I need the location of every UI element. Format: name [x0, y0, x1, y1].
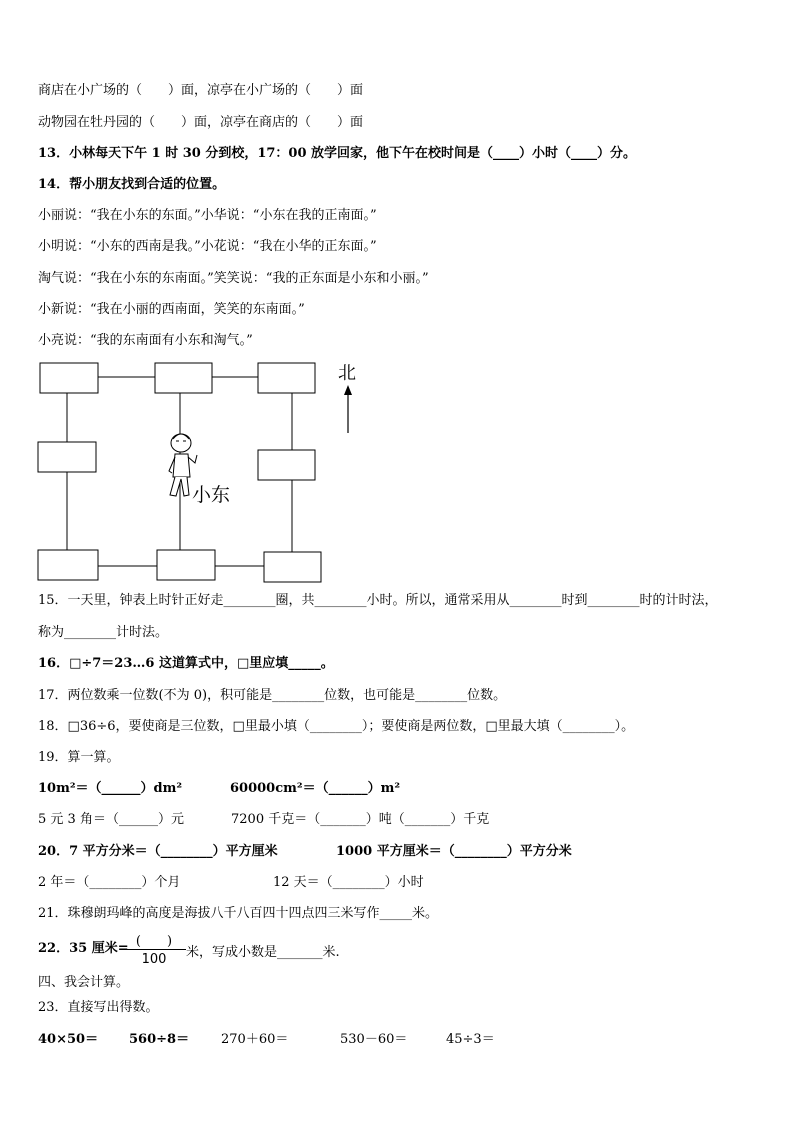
question-22-lead: 22．35 厘米= [38, 941, 129, 956]
position-box [258, 450, 315, 480]
expression: 530－60＝ [340, 1032, 408, 1047]
question-line: 动物园在牡丹园的（ ）面，凉亭在商店的（ ）面 [38, 115, 364, 130]
expression: 45÷3＝ [446, 1032, 495, 1047]
calc-item: 5 元 3 角＝（______）元 [38, 812, 184, 827]
question-16: 16．□÷7＝23…6 这道算式中，□里应填_____。 [38, 656, 334, 671]
section-heading: 四、我会计算。 [38, 975, 130, 990]
statement-line: 小明说：“小东的西南是我。”小花说：“我在小华的正东面。” [38, 239, 377, 254]
question-15: 15．一天里，钟表上时针正好走________圈，共________小时。所以，通常采用从________时到________时的计时法， [38, 593, 718, 608]
calc-item: 60000cm²＝（______）m² [230, 781, 401, 796]
position-box [258, 363, 315, 393]
calc-item: 2 年＝（________）个月 [38, 875, 181, 890]
calc-item: 10m²＝（______）dm² [38, 781, 183, 796]
question-21: 21．珠穆朗玛峰的高度是海拔八千八百四十四点四三米写作_____米。 [38, 906, 439, 921]
position-box [155, 363, 212, 393]
position-diagram [30, 355, 380, 590]
position-box [264, 552, 321, 582]
question-14: 14．帮小朋友找到合适的位置。 [38, 177, 226, 192]
question-20-part-b: 1000 平方厘米＝（________）平方分米 [336, 844, 572, 859]
fraction-bar [122, 949, 186, 950]
statement-line: 小亮说：“我的东南面有小东和淘气。” [38, 333, 253, 348]
question-15-cont: 称为________计时法。 [38, 625, 169, 640]
question-13: 13．小林每天下午 1 时 30 分到校，17：00 放学回家，他下午在校时间是（____）小时（____）分。 [38, 146, 637, 161]
fraction-denominator: 100 [141, 952, 167, 967]
statement-line: 小新说：“我在小丽的西南面，笑笑的东南面。” [38, 302, 305, 317]
question-line: 商店在小广场的（ ）面，凉亭在小广场的（ ）面 [38, 83, 364, 98]
statement-line: 小丽说：“我在小东的东面。”小华说：“小东在我的正南面。” [38, 208, 377, 223]
fraction-numerator: ( ) [135, 934, 173, 949]
expression: 40×50＝ [38, 1032, 99, 1047]
north-arrow-icon [344, 385, 352, 433]
question-23: 23．直接写出得数。 [38, 1000, 159, 1015]
position-box [157, 550, 215, 580]
calc-item: 7200 千克＝（_______）吨（_______）千克 [231, 812, 490, 827]
expression: 560÷8＝ [129, 1032, 190, 1047]
question-18: 18．□36÷6，要使商是三位数，□里最小填（________）；要使商是两位数，□里最大填（________）。 [38, 719, 635, 734]
expression: 270＋60＝ [221, 1032, 289, 1047]
question-17: 17．两位数乘一位数(不为 0)，积可能是________位数，也可能是________位数。 [38, 688, 507, 703]
north-label: 北 [338, 363, 356, 384]
question-22-tail: 米，写成小数是_______米. [186, 945, 340, 960]
calc-item: 12 天＝（________）小时 [273, 875, 424, 890]
question-19: 19．算一算。 [38, 750, 120, 765]
statement-line: 淘气说：“我在小东的东南面。”笑笑说：“我的正东面是小东和小丽。” [38, 271, 429, 286]
question-20: 20．7 平方分米＝（________）平方厘米 [38, 844, 278, 859]
position-box [38, 442, 96, 472]
fraction [122, 930, 186, 970]
position-box [38, 550, 98, 580]
position-box [40, 363, 98, 393]
person-label: 小东 [192, 484, 231, 506]
